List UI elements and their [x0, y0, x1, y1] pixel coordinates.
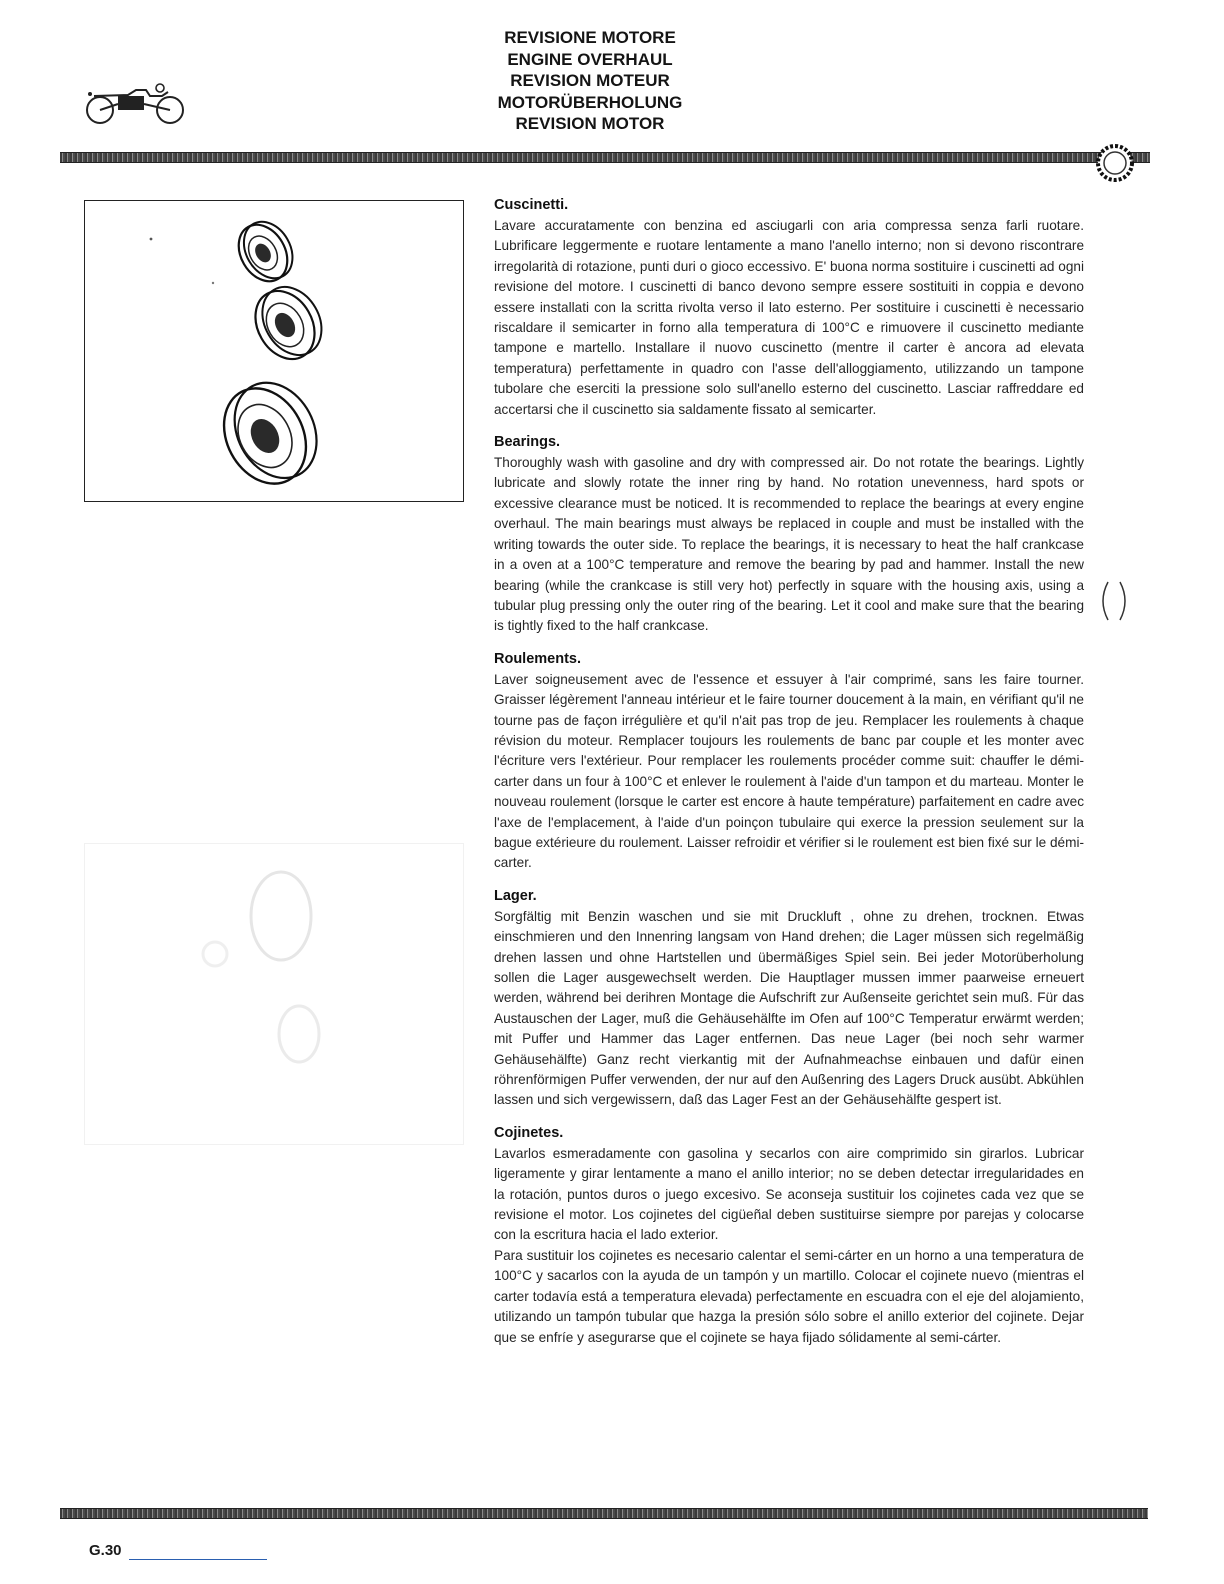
paragraph: Para sustituir los cojinetes es necesario calentar el semi-cárter en un horno a una temperatura de 100°C y sacarlos con la ayuda de un tampón y un martillo. Colocar el cojinete nuevo (mientras el carter todavía está a temperatura elevada) perfectamente en escuadra con el eje del alojamiento, utilizando un tampón tubular que hazga la presión sólo sobre el anillo exterior del cojinete. Dejar que se enfríe y asegurarse que el cojinete se haya fijado sólidamente al semi-cárter. — [494, 1247, 1084, 1345]
title-de: MOTORÜBERHOLUNG — [497, 92, 683, 112]
paragraph: Sorgfältig mit Benzin waschen und sie mit Druckluft , ohne zu drehen, trocknen. Etwas einschmieren und den Innenring langsam von Hand drehen; die Lager müssen sich regelmäßig drehen lassen und ohne Hartstellen und übermäßiges Spiel sein. Bei jeder Motorüberholung sollen die Lager ausgewechselt werden. Die Hauptlager mussen immer paarweise erneuert werden, während bei derihren Montage die Aufschrift zur Außenseite gerichtet sein muß. Für das Austauschen der Lager, muß die Gehäusehälfte im Ofen auf 100°C Temperatur erwärmt werden; mit Puffer und Hammer das Lager entfernen. Das neue Lager (bei noch sehr warmer Gehäusehälfte) Ganz recht vierkantig mit der Aufnahmeachse einbauen und dafür einen röhrenförmigen Puffer verwenden, der nur auf den Außenring des Lagers Druck ausübt. Abkühlen lassen und sich vergewissern, daß das Lager Fest an der Gehäusehälfte gespert ist. — [494, 908, 1084, 1108]
motorcycle-icon — [84, 74, 188, 128]
gear-icon — [1092, 140, 1138, 186]
section-italian — [494, 195, 1084, 420]
heading-lager: Lager. — [494, 887, 537, 904]
margin-mark — [1096, 578, 1132, 624]
section-german — [494, 886, 1084, 1111]
top-rule — [60, 152, 1150, 163]
page-number-underline — [129, 1559, 267, 1560]
heading-cojinetes: Cojinetes. — [494, 1124, 564, 1141]
section-english — [494, 432, 1084, 637]
heading-cuscinetti: Cuscinetti. — [494, 197, 569, 213]
section-french — [494, 649, 1084, 874]
paragraph: Laver soigneusement avec de l'essence et essuyer à l'air comprimé, sans les faire tourner. Graisser légèrement l'anneau intérieur et le faire tourner doucement à la main, en vérifiant qu'il ne tourne pas de façon irrégulière et qu'il n'ait pas trop de jeu. Remplacer les roulements à chaque révision du moteur. Remplacer toujours les roulements de banc par couple et les monter avec l'écriture vers l'extérieur. Pour remplacer les roulements procéder comme suit: chauffer le démi-carter dans un four à 100°C et enlever le roulement à l'aide d'un tampon et du marteau. Monter le nouveau roulement (lorsque le carter est encore à haute température) parfaitement en cadre avec l'axe de l'emplacement, à l'aide d'un poinçon tubulaire qui exerce la pression seulement sur la bague extérieure du roulement. Laisser refroidir et vérifier si le roulement est bien fixé sur le démi-carter. — [494, 671, 1084, 871]
ball-bearings-illustration — [85, 201, 465, 503]
faint-bleed-through — [84, 843, 464, 1145]
paragraph: Thoroughly wash with gasoline and dry with compressed air. Do not rotate the bearings. Lightly lubricate and slowly rotate the inner ring by hand. No rotation unevenness, hard spots or excessive clearance must be noticed. It is recommended to replace the bearings at every engine overhaul. The main bearings must always be replaced in couple and must be installed with the writing towards the outer side. To replace the bearings, it is necessary to heat the half crankcase in a oven at a 100°C temperature and remove the bearing by pad and hammer. Install the new bearing (while the crankcase is still very hot) perfectly in square with the housing axis, using a tubular plug pressing only the outer ring of the bearing. Let it cool and make sure that the bearing is tightly fixed to the half crankcase. — [494, 455, 1084, 634]
bearings-figure — [84, 200, 464, 502]
title-fr: REVISION MOTEUR — [510, 71, 670, 90]
section-spanish — [494, 1123, 1084, 1348]
content-column — [494, 195, 1084, 1348]
heading-roulements: Roulements. — [494, 650, 582, 667]
paragraph: Lavare accuratamente con benzina ed asciugarli con aria compressa senza farli ruotare. Lubrificare leggermente e ruotare lentamente a mano l'anello interno; non si devono riscontrare irregolarità di rotazione, punti duri o gioco eccessivo. E' buona norma sostituire i cuscinetti ad ogni revisione del motore. I cuscinetti di banco devono sempre essere sostituiti in coppia e devono essere installati con la scritta rivolta verso il lato esterno. Per sostituire i cuscinetti è necessario riscaldare il semicarter in forno alla temperatura di 100°C e rimuovere il cuscinetto mediante tampone e martello. Installare il nuovo cuscinetto (mentre il carter è ancora ad elevata temperatura) perfettamente in quadro con l'asse dell'alloggiamento, utilizzando un tampone tubolare che eserciti la pressione solo sull'anello esterno del cuscinetto. Lasciar raffreddare ed accertarsi che il cuscinetto sia saldamente fissato al semicarter. — [494, 218, 1084, 417]
title-en: ENGINE OVERHAUL — [507, 49, 673, 69]
page-number: G.30 — [89, 1542, 122, 1559]
title-it: REVISIONE MOTORE — [504, 28, 676, 47]
heading-bearings: Bearings. — [494, 434, 561, 451]
paragraph: Lavarlos esmeradamente con gasolina y secarlos con aire comprimido sin girarlos. Lubricar ligeramente y girar lentamente a mano el anillo interior; no se deben detectar irregularidades en la rotación, puntos duros o juego excesivo. Se aconseja sustituir los cojinetes cada vez que se revisione el motor. Los cojinetes del cigüeñal deben sustituirse siempre por parejas y colocarse con la escritura hacia el lado exterior. — [494, 1145, 1084, 1243]
bottom-rule — [60, 1508, 1148, 1519]
header-titles — [400, 27, 780, 135]
title-es: REVISION MOTOR — [515, 114, 665, 133]
